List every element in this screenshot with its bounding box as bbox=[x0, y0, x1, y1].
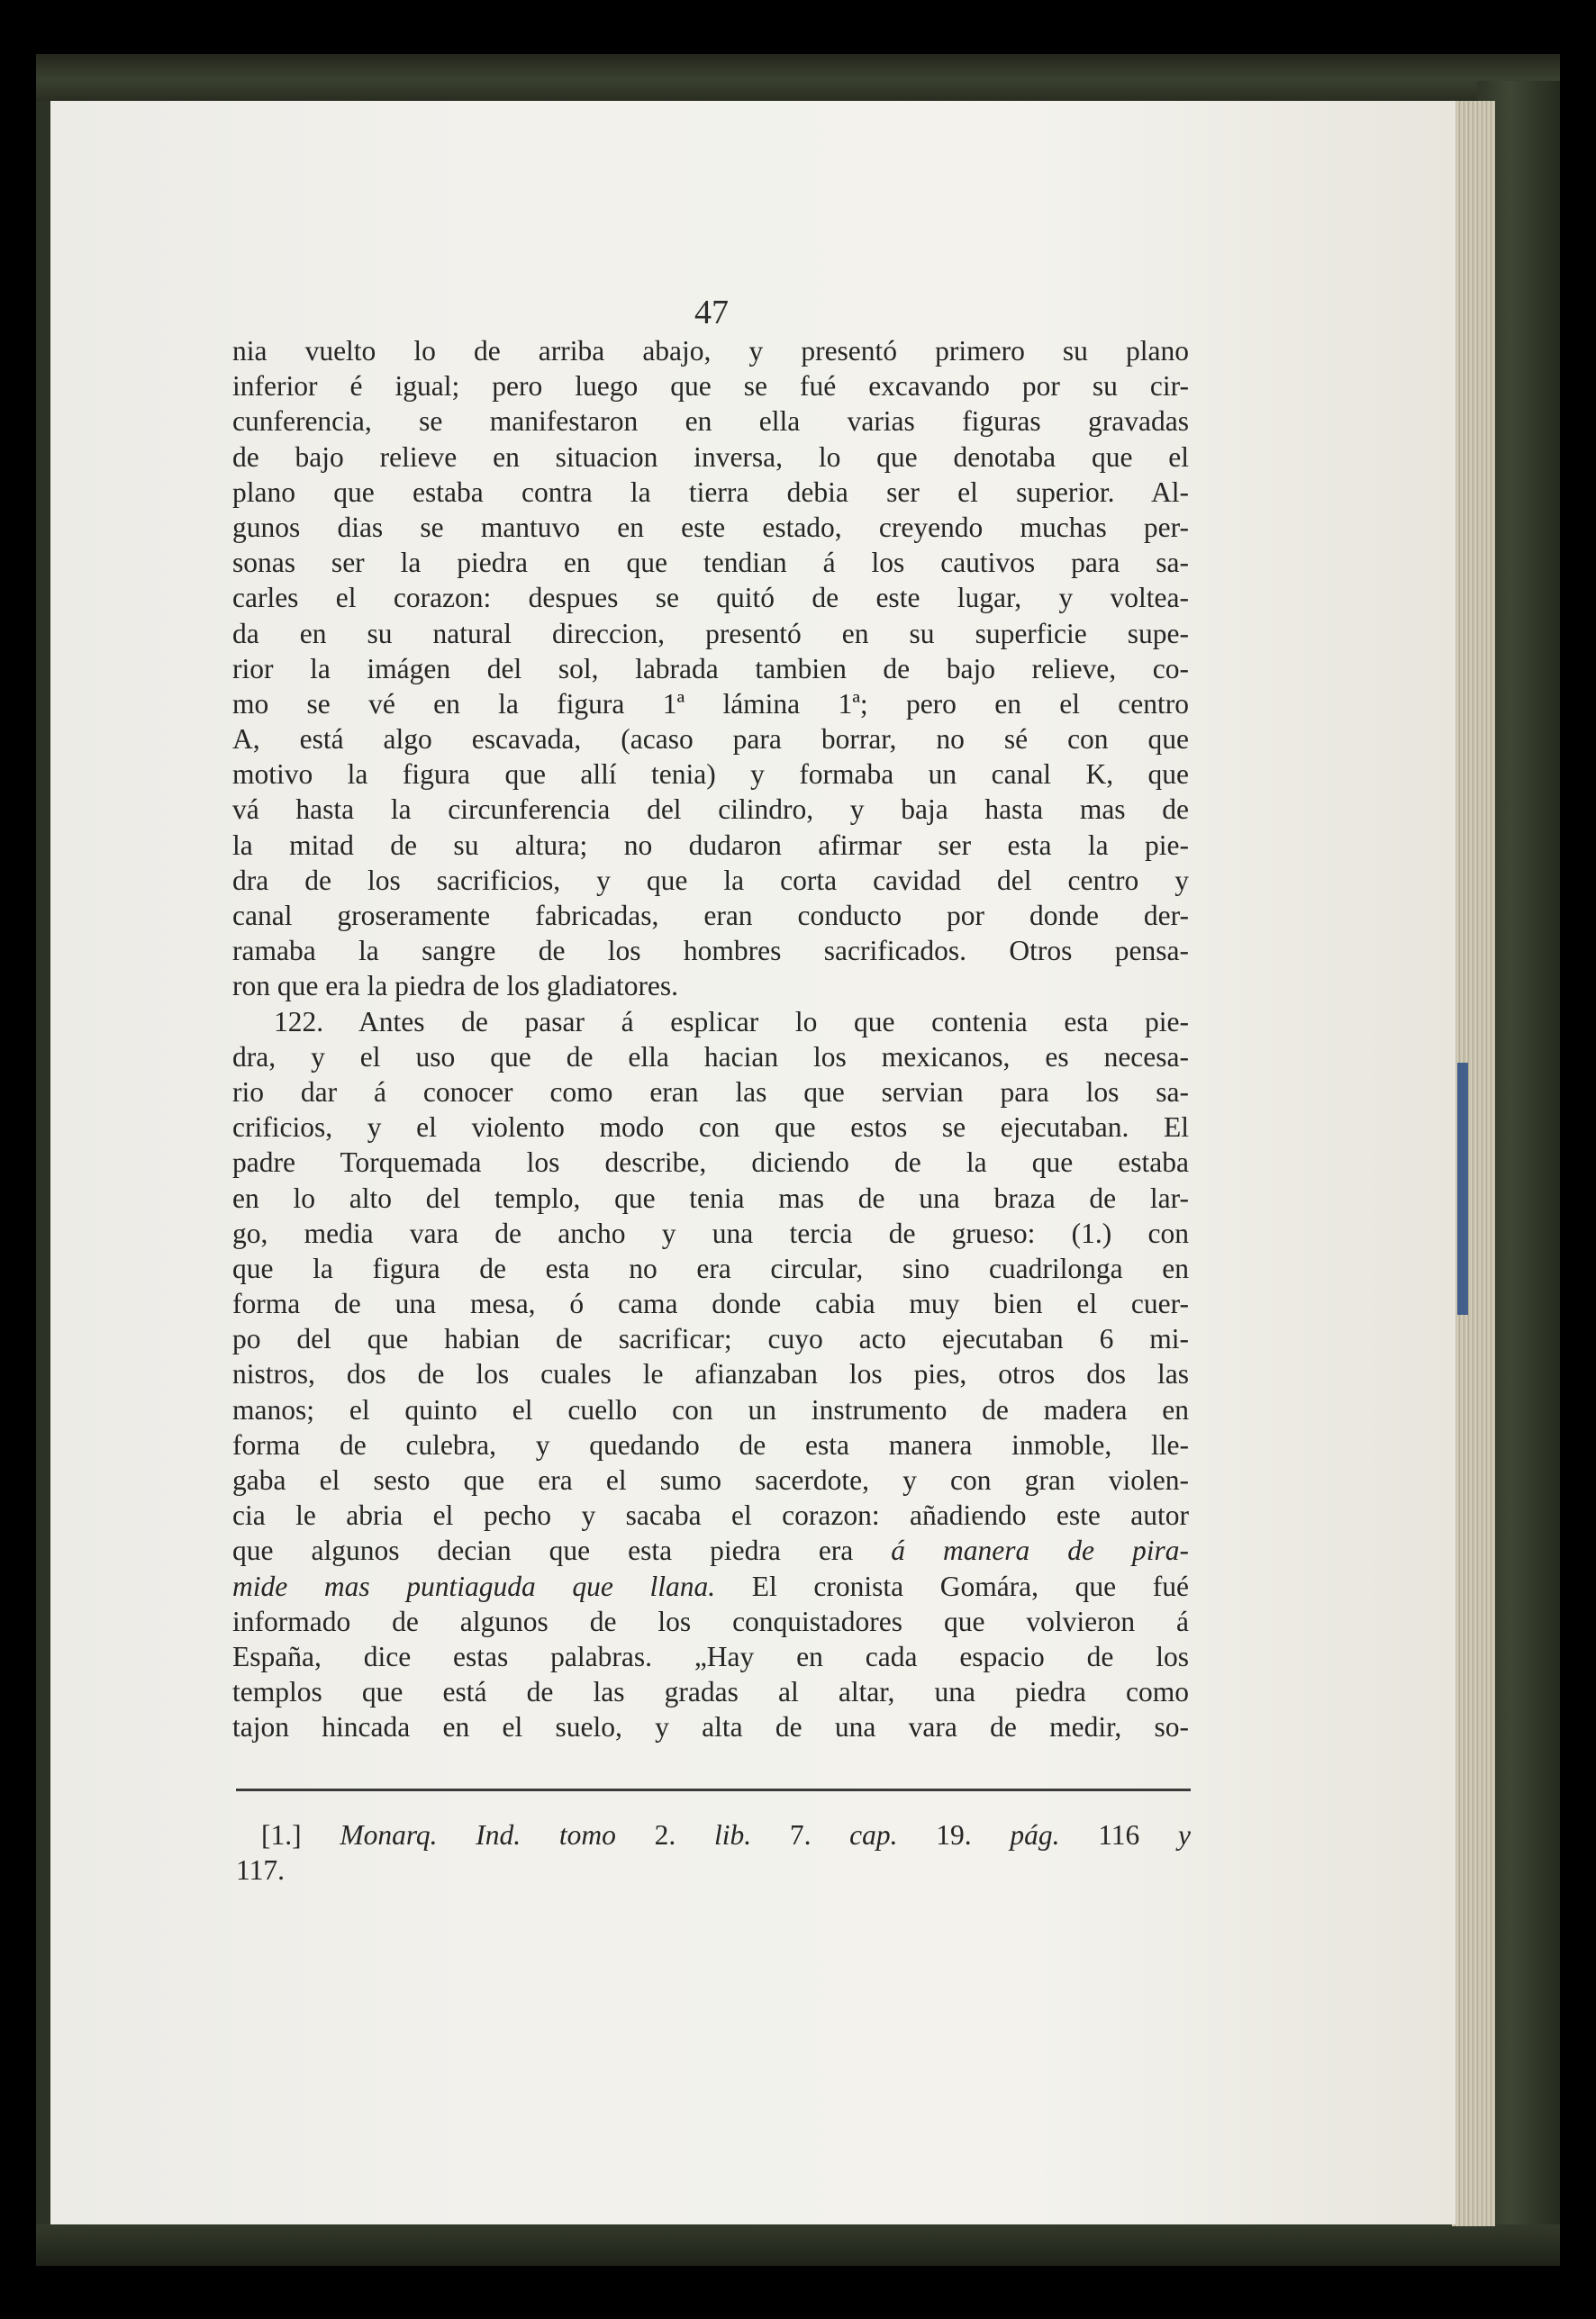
text-line: A, está algo escavada, (acaso para borrar, no sé con que bbox=[232, 723, 1189, 756]
footnote-rule bbox=[236, 1789, 1191, 1791]
text-line: de bajo relieve en situacion inversa, lo que denotaba que el bbox=[232, 440, 1189, 473]
footnote-page-label: pág. bbox=[1010, 1819, 1060, 1851]
text-line: tajon hincada en el suelo, y alta de una vara de medir, so- bbox=[232, 1711, 1189, 1744]
footnote-volume: 2. bbox=[615, 1819, 714, 1851]
italic-phrase: mide mas puntiaguda que llana. bbox=[232, 1570, 716, 1602]
text-line: forma de una mesa, ó cama donde cabia muy bien el cuer- bbox=[232, 1288, 1189, 1320]
text-line: cia le abria el pecho y sacaba el corazon: añadiendo este autor bbox=[232, 1499, 1189, 1532]
book-cover-bottom bbox=[36, 2224, 1560, 2266]
text-line: nistros, dos de los cuales le afianzaban los pies, otros dos las bbox=[232, 1358, 1189, 1390]
book-cover-top bbox=[36, 54, 1560, 101]
book-cover-left bbox=[36, 54, 50, 2266]
text-line: ramaba la sangre de los hombres sacrificados. Otros pensa- bbox=[232, 935, 1189, 967]
text-line: plano que estaba contra la tierra debia ser el superior. Al- bbox=[232, 476, 1189, 508]
text-line: dra de los sacrificios, y que la corta cavidad del centro y bbox=[232, 864, 1189, 896]
text-line: go, media vara de ancho y una tercia de grueso: (1.) con bbox=[232, 1217, 1189, 1249]
text-line: forma de culebra, y quedando de esta manera inmoble, lle- bbox=[232, 1428, 1189, 1461]
text-line: rior la imágen del sol, labrada tambien de bajo relieve, co- bbox=[232, 652, 1189, 684]
text-line: 122. Antes de pasar á esplicar lo que contenia esta pie- bbox=[274, 1005, 1189, 1037]
text-line: templos que está de las gradas al altar, una piedra como bbox=[232, 1676, 1189, 1708]
text-line: canal groseramente fabricadas, eran conducto por donde der- bbox=[232, 900, 1189, 931]
text-line: manos; el quinto el cuello con un instrumento de madera en bbox=[232, 1393, 1189, 1426]
footnote-line-2: 117. bbox=[236, 1854, 285, 1886]
text-line: España, dice estas palabras. „Hay en cada espacio de los bbox=[232, 1640, 1189, 1672]
text-line: informado de algunos de los conquistadores que volvieron á bbox=[232, 1605, 1189, 1637]
body-text bbox=[232, 333, 1189, 1745]
text-line: gaba el sesto que era el sumo sacerdote, y con gran violen- bbox=[232, 1464, 1189, 1496]
page-number: 47 bbox=[694, 294, 729, 331]
footnote-conjunction: y bbox=[1178, 1819, 1192, 1851]
line-tail: El cronista Gomára, que fué bbox=[715, 1570, 1189, 1602]
line-head: que algunos decian que esta piedra era bbox=[232, 1535, 854, 1567]
text-line: motivo la figura que allí tenia) y formaba un canal K, que bbox=[232, 758, 1189, 791]
text-line: mo se vé en la figura 1ª lámina 1ª; pero en el centro bbox=[232, 687, 1189, 720]
text-line: sonas ser la piedra en que tendian á los cautivos para sa- bbox=[232, 547, 1189, 579]
text-line: dra, y el uso que de ella hacian los mexicanos, es necesa- bbox=[232, 1040, 1189, 1073]
footnote-book-label: lib. bbox=[713, 1819, 752, 1851]
text-line bbox=[232, 1569, 1189, 1604]
footnote bbox=[236, 1817, 1191, 1888]
text-line: cunferencia, se manifestaron en ella varias figuras gravadas bbox=[232, 405, 1189, 438]
text-line: inferior é igual; pero luego que se fué excavando por su cir- bbox=[232, 370, 1189, 403]
page-marker-tab bbox=[1457, 1063, 1468, 1315]
text-line: en lo alto del templo, que tenia mas de una braza de lar- bbox=[232, 1182, 1189, 1214]
footnote-chapter: 19. bbox=[897, 1819, 1011, 1851]
text-line: po del que habian de sacrificar; cuyo acto ejecutaban 6 mi- bbox=[232, 1323, 1189, 1355]
footnote-source: Monarq. Ind. tomo bbox=[340, 1819, 616, 1851]
text-line: vá hasta la circunferencia del cilindro, y baja hasta mas de bbox=[232, 793, 1189, 826]
footnote-number: [1.] bbox=[261, 1819, 302, 1851]
italic-phrase: á manera de pira- bbox=[891, 1535, 1189, 1567]
text-line: ron que era la piedra de los gladiatores. bbox=[232, 970, 679, 1002]
footnote-page: 116 bbox=[1059, 1819, 1179, 1851]
text-line: da en su natural direccion, presentó en su superficie supe- bbox=[232, 617, 1189, 649]
text-line: carles el corazon: despues se quitó de este lugar, y voltea- bbox=[232, 582, 1189, 614]
text-line: padre Torquemada los describe, diciendo de la que estaba bbox=[232, 1146, 1189, 1179]
text-line bbox=[232, 1533, 1189, 1568]
text-line: que la figura de esta no era circular, sino cuadrilonga en bbox=[232, 1252, 1189, 1284]
text-line: crificios, y el violento modo con que estos se ejecutaban. El bbox=[232, 1111, 1189, 1144]
footnote-book: 7. bbox=[751, 1819, 850, 1851]
text-line: la mitad de su altura; no dudaron afirmar ser esta la pie- bbox=[232, 829, 1189, 861]
text-line: nia vuelto lo de arriba abajo, y presentó primero su plano bbox=[232, 335, 1189, 367]
text-line: gunos dias se mantuvo en este estado, creyendo muchas per- bbox=[232, 511, 1189, 543]
text-line: rio dar á conocer como eran las que servian para los sa- bbox=[232, 1075, 1189, 1108]
footnote-chapter-label: cap. bbox=[849, 1819, 898, 1851]
